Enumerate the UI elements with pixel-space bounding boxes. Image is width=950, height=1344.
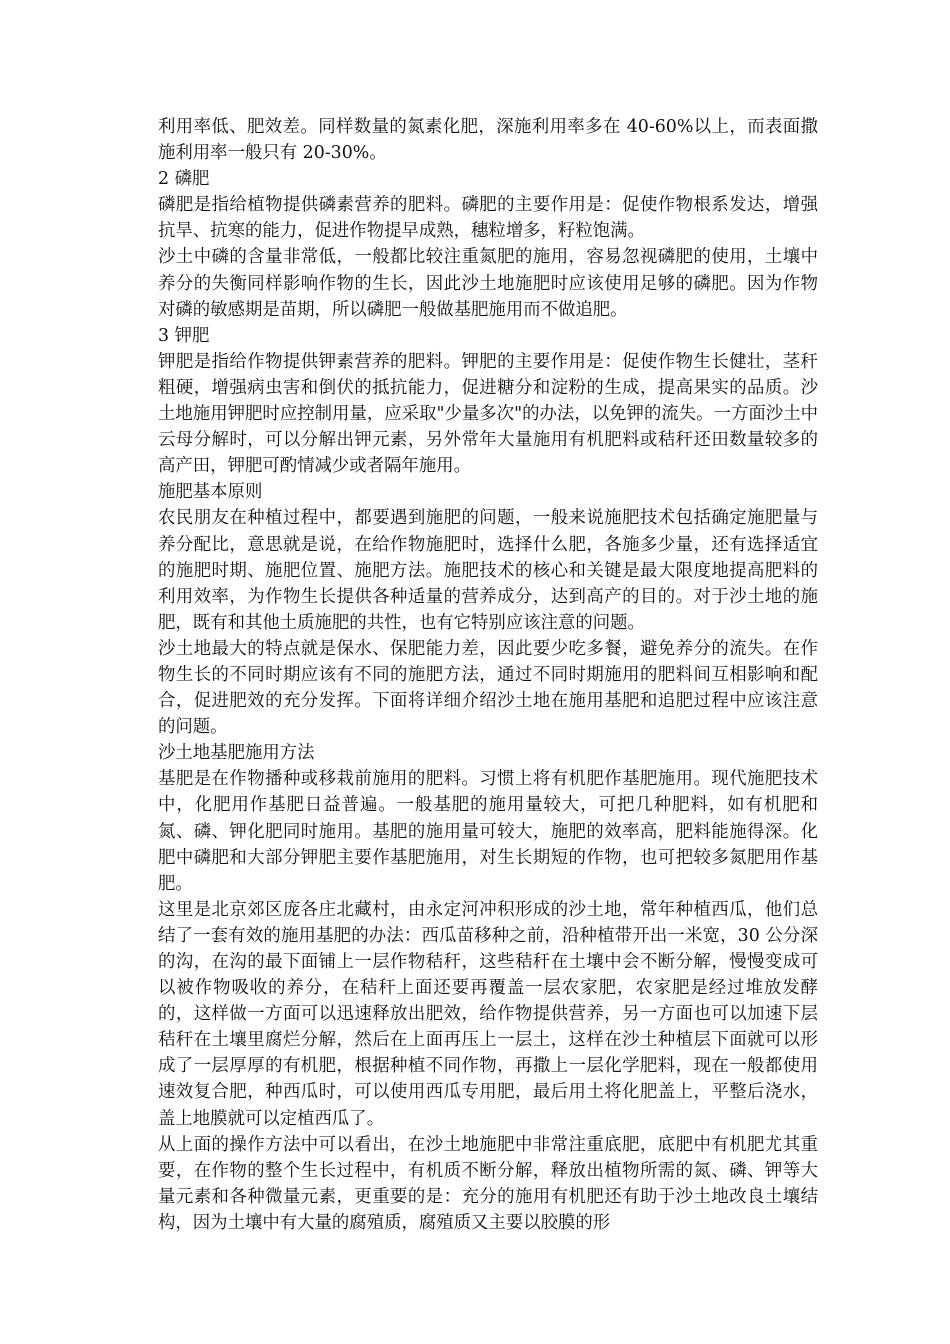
paragraph-base-fertilizer-definition: 基肥是在作物播种或移栽前施用的肥料。习惯上将有机肥作基肥施用。现代施肥技术中，化肥用作基肥日益普遍。一般基肥的施用量较大，可把几种肥料，如有机肥和氮、磷、钾化肥同时施用。基肥的施用量可较大，施肥的效率高，肥料能施得深。化肥中磷肥和大部分钾肥主要作基肥施用，对生长期短的作物，也可把较多氮肥用作基肥。 xyxy=(158,769,818,894)
heading-base-fertilizer-method: 沙土地基肥施用方法 xyxy=(158,743,315,764)
paragraph-potash-definition: 钾肥是指给作物提供钾素营养的肥料。钾肥的主要作用是：促使作物生长健壮，茎秆粗硬，增强病虫害和倒伏的抵抗能力，促进糖分和淀粉的生成，提高果实的品质。沙土地施用钾肥时应控制用量，应采取"少量多次"的办法，以免钾的流失。一方面沙土中云母分解时，可以分解出钾元素，另外常年大量施用有机肥料或秸秆还田数量较多的高产田，钾肥可酌情减少或者隔年施用。 xyxy=(158,351,818,477)
paragraph-nitrogen-efficiency: 利用率低、肥效差。同样数量的氮素化肥，深施利用率多在 40-60%以上，而表面撒施利用率一般只有 20-30%。 xyxy=(158,117,818,164)
heading-phosphate-fertilizer: 2 磷肥 xyxy=(158,169,210,190)
paragraph-sandy-soil-features: 沙土地最大的特点就是保水、保肥能力差，因此要少吃多餐，避免养分的流失。在作物生长的不同时期应该有不同的施肥方法，通过不同时期施用的肥料间互相影响和配合，促进肥效的充分发挥。下面将详细介绍沙土地在施用基肥和追肥过程中应该注意的问题。 xyxy=(158,638,818,738)
paragraph-phosphate-sandy-soil: 沙土中磷的含量非常低，一般都比较注重氮肥的施用，容易忽视磷肥的使用，土壤中养分的失衡同样影响作物的生长，因此沙土地施肥时应该使用足够的磷肥。因为作物对磷的敏感期是苗期，所以磷肥一般做基肥施用而不做追肥。 xyxy=(158,247,818,320)
heading-potash-fertilizer: 3 钾肥 xyxy=(158,325,210,346)
paragraph-beijing-example: 这里是北京郊区庞各庄北藏村，由永定河冲积形成的沙土地，常年种植西瓜，他们总结了一套有效的施用基肥的办法：西瓜苗移种之前，沿种植带开出一米宽，30 公分深的沟，在沟的最下面铺上一层作物秸秆，这些秸秆在土壤中会不断分解，慢慢变成可以被作物吸收的养分，在秸秆上面还要再覆盖一层农家肥，农家肥是经过堆放发酵的，这样做一方面可以迅速释放出肥效，给作物提供营养，另一方面也可以加速下层秸秆在土壤里腐烂分解，然后在上面再压上一层土，这样在沙土种植层下面就可以形成了一层厚厚的有机肥，根据种植不同作物，再撒上一层化学肥料，现在一般都使用速效复合肥，种西瓜时，可以使用西瓜专用肥，最后用土将化肥盖上，平整后浇水，盖上地膜就可以定植西瓜了。 xyxy=(158,899,818,1129)
paragraph-principles-intro: 农民朋友在种植过程中，都要遇到施肥的问题，一般来说施肥技术包括确定施肥量与养分配比，意思就是说，在给作物施肥时，选择什么肥，各施多少量，还有选择适宜的施肥时期、施肥位置、施肥方法。施肥技术的核心和关键是最大限度地提高肥料的利用效率，为作物生长提供各种适量的营养成分，达到高产的目的。对于沙土地的施肥，既有和其他土质施肥的共性，也有它特别应该注意的问题。 xyxy=(158,508,818,633)
document-page xyxy=(158,114,818,1236)
paragraph-organic-fertilizer-importance: 从上面的操作方法中可以看出，在沙土地施肥中非常注重底肥，底肥中有机肥尤其重要，在作物的整个生长过程中，有机质不断分解，释放出植物所需的氮、磷、钾等大量元素和各种微量元素，更重要的是：充分的施用有机肥还有助于沙土地改良土壤结构，因为土壤中有大量的腐殖质，腐殖质又主要以胶膜的形 xyxy=(158,1134,818,1233)
paragraph-phosphate-definition: 磷肥是指给植物提供磷素营养的肥料。磷肥的主要作用是：促使作物根系发达，增强抗旱、抗寒的能力，促进作物提早成熟，穗粒增多，籽粒饱满。 xyxy=(158,195,818,242)
heading-basic-principles: 施肥基本原则 xyxy=(158,482,263,503)
